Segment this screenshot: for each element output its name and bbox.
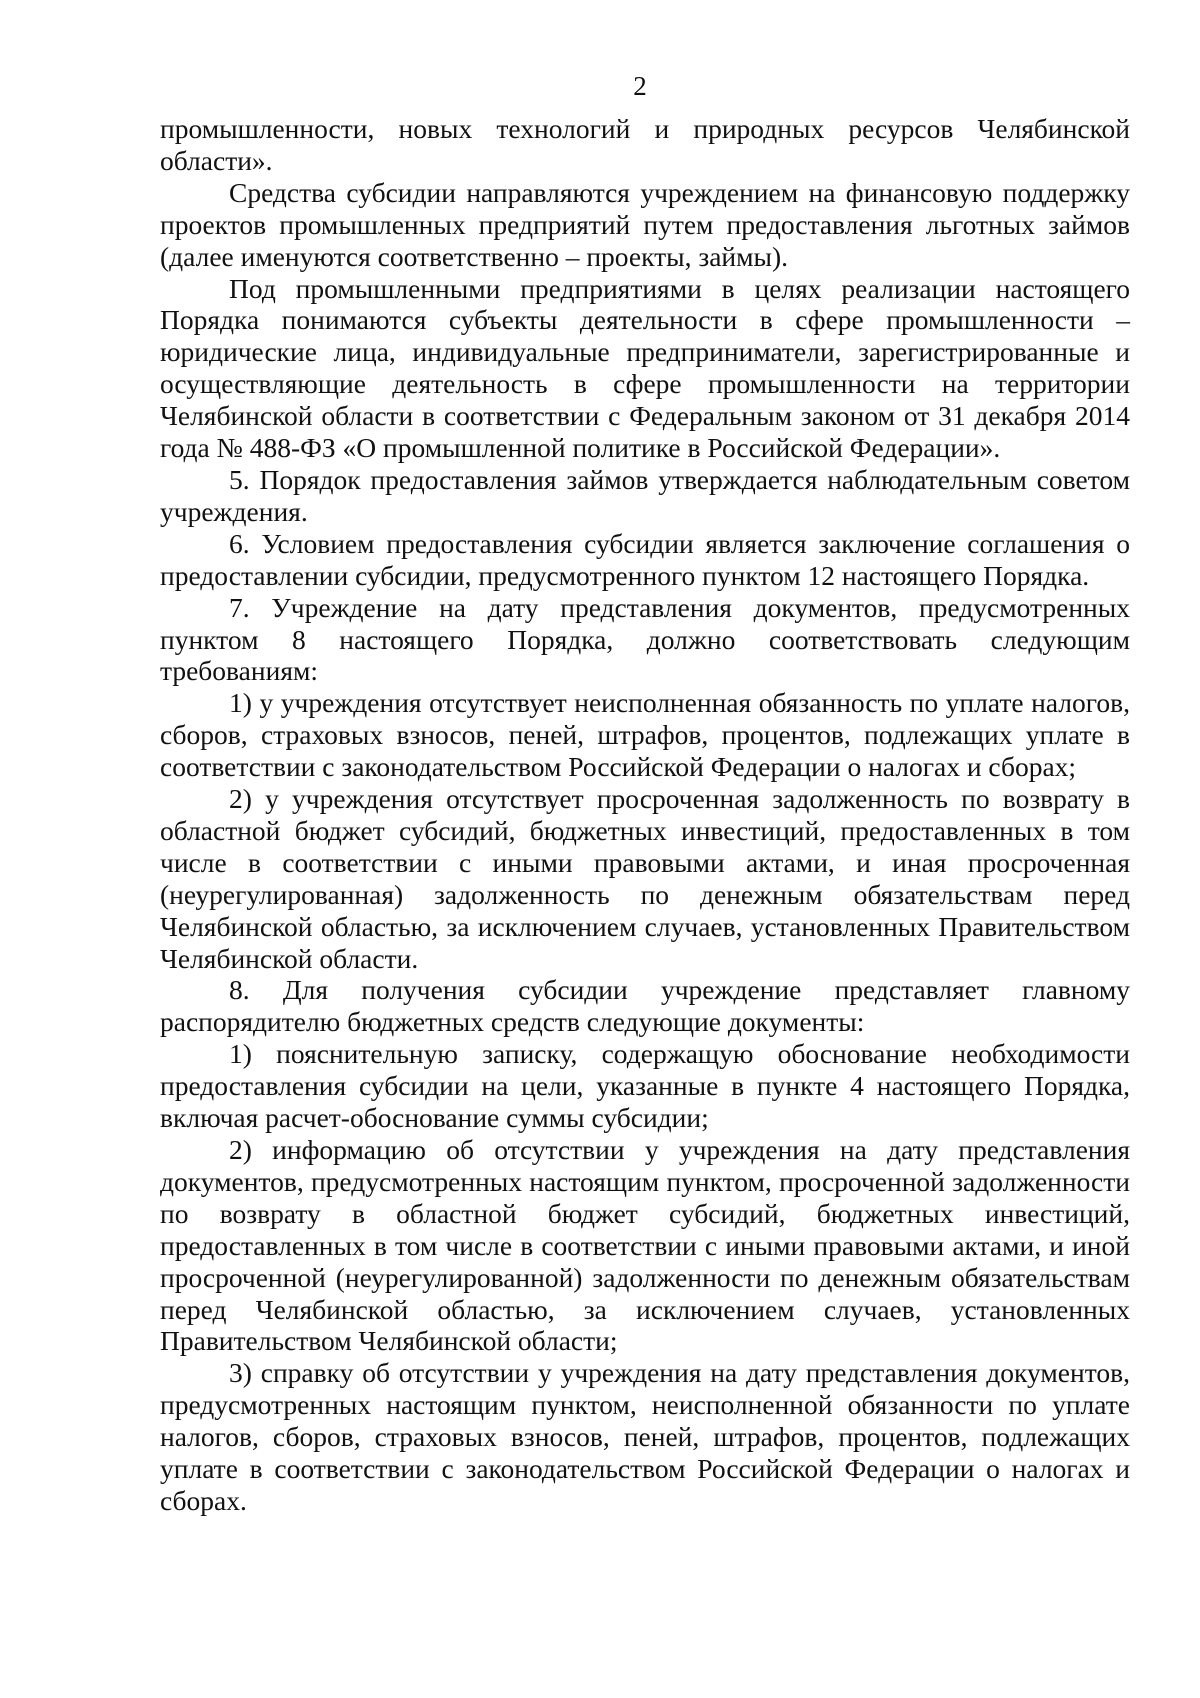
paragraph-subsidy-funds: Средства субсидии направляются учреждением на финансовую поддержку проектов промышленных предприятий путем предоставления льготных займов (далее именуются соответственно – проекты, займы). bbox=[160, 176, 1130, 272]
page-number: 2 bbox=[633, 71, 647, 101]
paragraph-item-7: 7. Учреждение на дату представления документов, предусмотренных пунктом 8 настоящего Порядка, должно соответствовать следующим требованиям: bbox=[160, 591, 1130, 687]
paragraph-item-8-1: 1) пояснительную записку, содержащую обоснование необходимости предоставления субсидии на цели, указанные в пункте 4 настоящего Порядка, включая расчет-обоснование суммы субсидии; bbox=[160, 1038, 1130, 1134]
paragraph-industrial-enterprises: Под промышленными предприятиями в целях реализации настоящего Порядка понимаются субъекты деятельности в сфере промышленности – юридические лица, индивидуальные предприниматели, зарегистрированные и осуществляющие деятельность в сфере промышленности на территории Челябинской области в соответствии с Федеральным законом от 31 декабря 2014 года № 488-ФЗ «О промышленной политике в Российской Федерации». bbox=[160, 272, 1130, 464]
paragraph-item-6: 6. Условием предоставления субсидии является заключение соглашения о предоставлении субсидии, предусмотренного пунктом 12 настоящего Порядка. bbox=[160, 527, 1130, 591]
paragraph-item-8: 8. Для получения субсидии учреждение представляет главному распорядителю бюджетных средств следующие документы: bbox=[160, 974, 1130, 1038]
paragraph-item-8-2: 2) информацию об отсутствии у учреждения на дату представления документов, предусмотренных настоящим пунктом, просроченной задолженности по возврату в областной бюджет субсидий, бюджетных инвестиций, предоставленных в том числе в соответствии с иными правовыми актами, и иной просроченной (неурегулированной) задолженности по денежным обязательствам перед Челябинской областью, за исключением случаев, установленных Правительством Челябинской области; bbox=[160, 1134, 1130, 1357]
paragraph-item-8-3: 3) справку об отсутствии у учреждения на дату представления документов, предусмотренных настоящим пунктом, неисполненной обязанности по уплате налогов, сборов, страховых взносов, пеней, штрафов, процентов, подлежащих уплате в соответствии с законодательством Российской Федерации о налогах и сборах. bbox=[160, 1357, 1130, 1516]
paragraph-item-7-2: 2) у учреждения отсутствует просроченная задолженность по возврату в областной бюджет субсидий, бюджетных инвестиций, предоставленных в том числе в соответствии с иными правовыми актами, и иная просроченная (неурегулированная) задолженность по денежным обязательствам перед Челябинской областью, за исключением случаев, установленных Правительством Челябинской области. bbox=[160, 783, 1130, 974]
paragraph-continuation: промышленности, новых технологий и природных ресурсов Челябинской области». bbox=[160, 113, 1130, 176]
paragraph-item-7-1: 1) у учреждения отсутствует неисполненная обязанность по уплате налогов, сборов, страховых взносов, пеней, штрафов, процентов, подлежащих уплате в соответствии с законодательством Российской Федерации о налогах и сборах; bbox=[160, 687, 1130, 783]
document-body bbox=[160, 113, 1130, 1517]
paragraph-item-5: 5. Порядок предоставления займов утверждается наблюдательным советом учреждения. bbox=[160, 463, 1130, 527]
